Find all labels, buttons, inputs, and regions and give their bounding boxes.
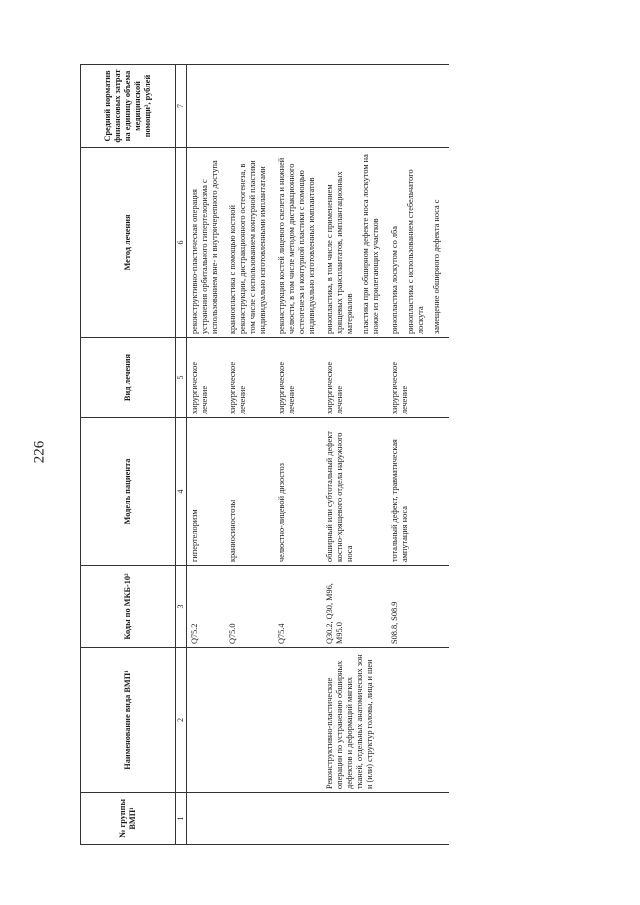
cell-method (276, 148, 324, 338)
cell-cost (324, 65, 389, 148)
cell-method (389, 148, 449, 338)
method-item: краниопластика с помощью костной реконструкции, дистракционного остеогенеза, в том числе с использованием контурной пластики индивидуально изготовленными имплантатами (228, 160, 268, 334)
col-number: 2 (176, 648, 187, 793)
page-number: 226 (31, 440, 48, 464)
col-header-name: Наименование вида ВМП¹ (81, 648, 176, 793)
method-item: реконструкция костей лицевого скелета и нижней челюсти, в том числе методом дистракционного остеогенеза и контурной пластики с помощью индивидуально изготовленных имплантатов (276, 157, 316, 334)
cell-codes: S08.8, S08.9 (389, 566, 449, 648)
cell-codes: Q75.0 (227, 566, 275, 648)
cell-cost (186, 65, 227, 148)
cell-group (276, 793, 324, 845)
table-row (324, 65, 389, 845)
col-number: 5 (176, 338, 187, 418)
cell-group (389, 793, 449, 845)
cell-name (227, 648, 275, 793)
cell-cost (389, 65, 449, 148)
cell-group (186, 793, 227, 845)
cell-method (186, 148, 227, 338)
col-number: 7 (176, 65, 187, 148)
cell-cost (227, 65, 275, 148)
cell-method (324, 148, 389, 338)
header-row (81, 65, 176, 845)
col-header-treatment: Вид лечения (81, 338, 176, 418)
method-item: ринопластика, в том числе с применением хрящевых трансплантатов, имплантационных материалов (324, 171, 355, 334)
method-item: реконструктивно-пластическая операция устранения орбитального гипертелоризма с использованием вне- и внутричерепного доступа (189, 160, 219, 334)
col-number: 1 (176, 793, 187, 845)
col-header-cost: Средний норматив финансовых затрат на единицу объема медицинской помощи³, рублей (81, 65, 176, 148)
table-row (186, 65, 227, 845)
cell-model: краниосиностозы (227, 418, 275, 566)
method-item: пластика при обширном дефекте носа лоскутом на ножке из прилегающих участков (361, 154, 381, 334)
cell-name (276, 648, 324, 793)
col-header-codes: Коды по МКБ-10² (81, 566, 176, 648)
cell-cost (276, 65, 324, 148)
table-row (389, 65, 449, 845)
cell-codes: Q75.4 (276, 566, 324, 648)
cell-group (324, 793, 389, 845)
cell-treatment: хирургическое лечение (227, 338, 275, 418)
cell-codes: Q30.2, Q30, M96, M95.0 (324, 566, 389, 648)
cell-treatment: хирургическое лечение (389, 338, 449, 418)
col-number: 6 (176, 148, 187, 338)
rotated-page (80, 65, 610, 845)
table-row (276, 65, 324, 845)
cell-name (186, 648, 227, 793)
cell-treatment: хирургическое лечение (276, 338, 324, 418)
cell-name (389, 648, 449, 793)
col-header-model: Модель пациента (81, 418, 176, 566)
cell-model: обширный или субтотальный дефект костно-хрящевого отдела наружного носа (324, 418, 389, 566)
vmp-table (80, 64, 449, 845)
method-item: замещение обширного дефекта носа с (431, 199, 441, 334)
cell-group (227, 793, 275, 845)
col-number: 3 (176, 566, 187, 648)
cell-model: гипертелоризм (186, 418, 227, 566)
cell-name: Реконструктивно-пластические операции по устранению обширных дефектов и деформаций мягких тканей, отдельных анатомических зон и (или) структур головы, лица и шеи (324, 648, 389, 793)
table-row (227, 65, 275, 845)
cell-model: тотальный дефект, травматическая ампутация носа (389, 418, 449, 566)
cell-treatment: хирургическое лечение (324, 338, 389, 418)
column-number-row (176, 65, 187, 845)
method-item: ринопластика лоскутом со лба (389, 226, 399, 334)
cell-treatment: хирургическое лечение (186, 338, 227, 418)
cell-model: челюстно-лицевой дизостоз (276, 418, 324, 566)
cell-method (227, 148, 275, 338)
cell-codes: Q75.2 (186, 566, 227, 648)
method-item: ринопластика с использованием стебельчатого лоскута (405, 169, 425, 334)
col-header-method: Метод лечения (81, 148, 176, 338)
col-header-group: № группы ВМП¹ (81, 793, 176, 845)
col-number: 4 (176, 418, 187, 566)
